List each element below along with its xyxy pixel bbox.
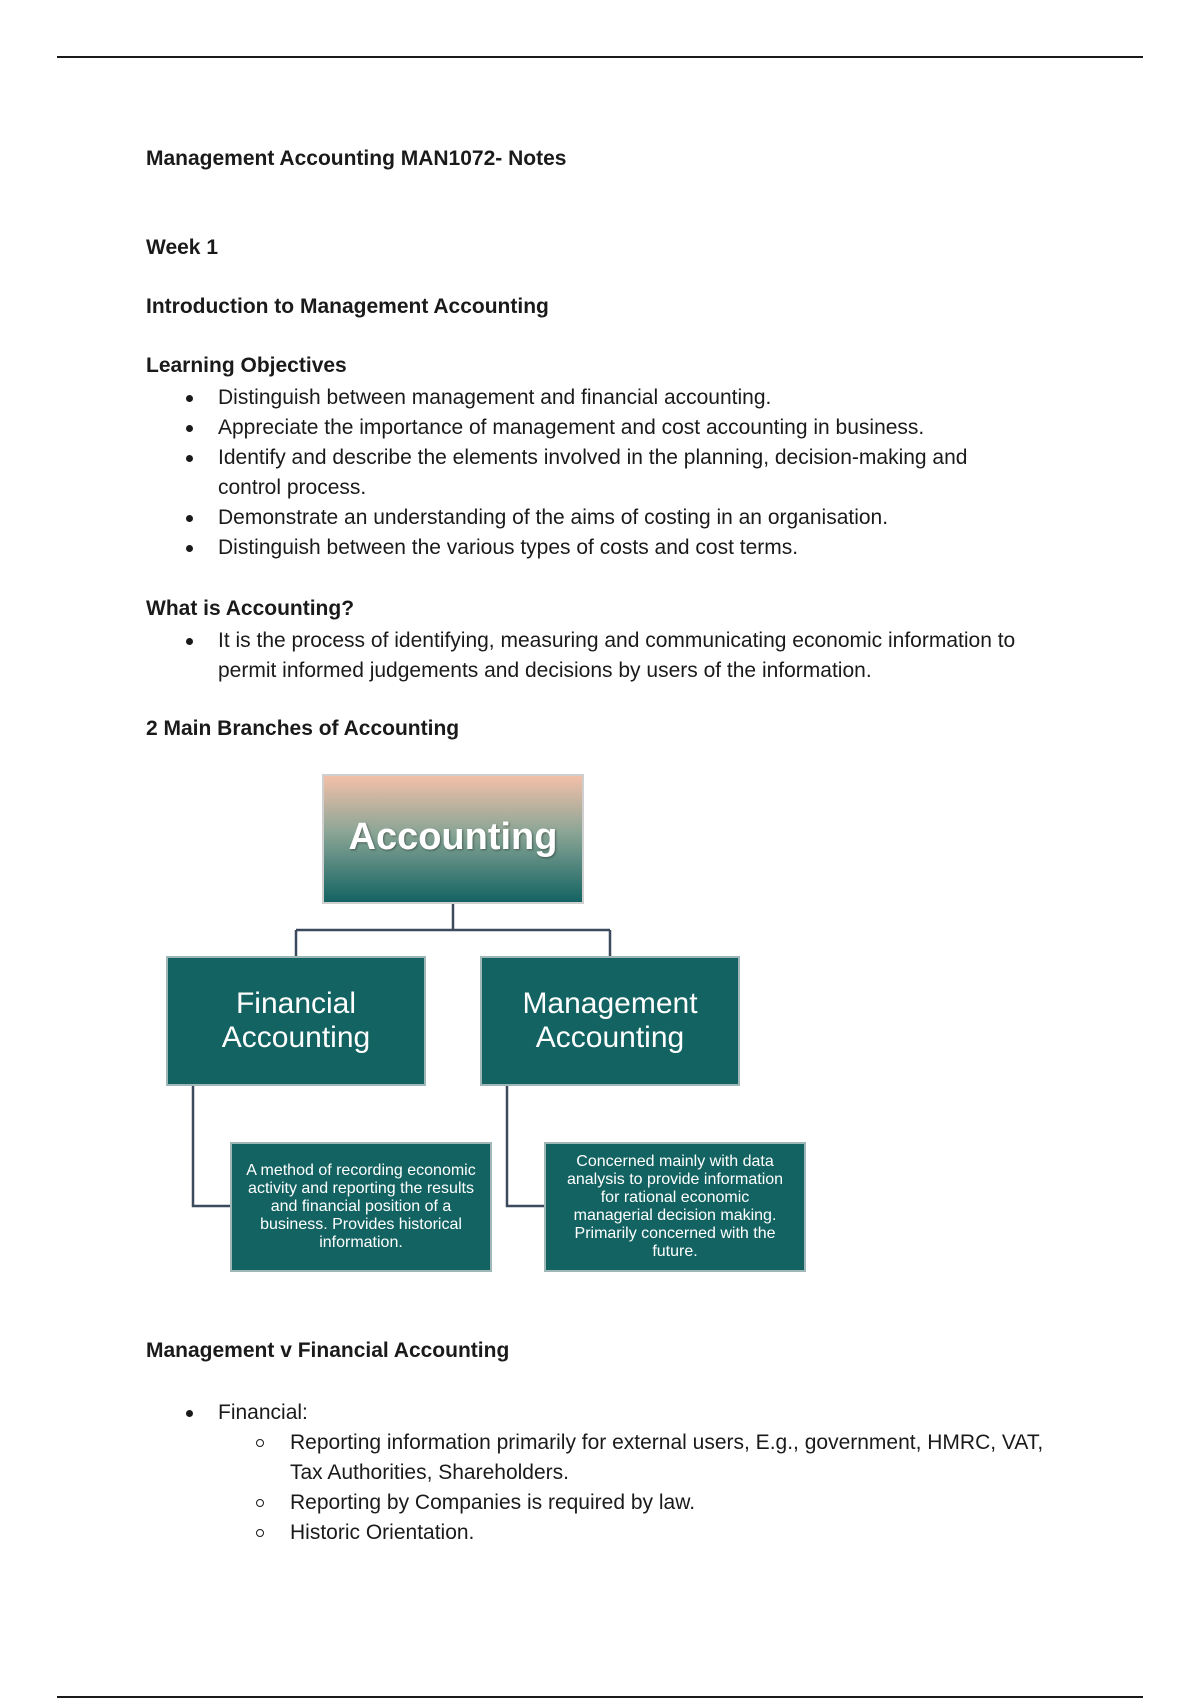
connector-management-desc bbox=[507, 1086, 544, 1206]
financial-sublist bbox=[218, 1428, 1066, 1548]
top-rule bbox=[57, 56, 1143, 58]
management-description: Concerned mainly with data analysis to provide information for rational economic managerial decision making. Primarily concerned with the future. bbox=[566, 1153, 784, 1260]
financial-description-box bbox=[230, 1142, 492, 1272]
list-item: Identify and describe the elements involved in the planning, decision-making and control process. bbox=[146, 443, 998, 503]
financial-accounting-label: Financial Accounting bbox=[221, 987, 371, 1054]
document-title: Management Accounting MAN1072- Notes bbox=[146, 147, 567, 170]
management-description-box bbox=[544, 1142, 806, 1272]
branches-heading: 2 Main Branches of Accounting bbox=[146, 717, 460, 740]
accounting-root-box bbox=[322, 774, 584, 904]
financial-description: A method of recording economic activity and reporting the results and financial position of a business. Provides historical information. bbox=[246, 1162, 476, 1251]
learning-objectives-heading: Learning Objectives bbox=[146, 354, 347, 377]
list-item-financial bbox=[146, 1398, 1066, 1548]
connector-financial-desc bbox=[193, 1086, 230, 1206]
management-accounting-label: Management Accounting bbox=[522, 987, 698, 1054]
sub-list-item: Reporting information primarily for external users, E.g., government, HMRC, VAT, Tax Authorities, Shareholders. bbox=[218, 1428, 1070, 1488]
list-item: It is the process of identifying, measuring and communicating economic information to permit informed judgements and decisions by users of the information. bbox=[146, 626, 1078, 686]
sub-list-item: Reporting by Companies is required by law. bbox=[218, 1488, 1066, 1518]
bottom-rule bbox=[57, 1696, 1143, 1698]
week-heading: Week 1 bbox=[146, 236, 218, 259]
comparison-list bbox=[146, 1398, 1066, 1548]
financial-label: Financial: bbox=[218, 1401, 308, 1424]
accounting-root-label: Accounting bbox=[348, 816, 558, 858]
topic-heading: Introduction to Management Accounting bbox=[146, 295, 549, 318]
management-accounting-box bbox=[480, 956, 740, 1086]
list-item: Appreciate the importance of management and cost accounting in business. bbox=[146, 413, 1066, 443]
learning-objectives-list bbox=[146, 383, 1066, 563]
list-item: Distinguish between the various types of costs and cost terms. bbox=[146, 533, 1066, 563]
what-is-accounting-heading: What is Accounting? bbox=[146, 597, 355, 620]
list-item: Demonstrate an understanding of the aims of costing in an organisation. bbox=[146, 503, 1066, 533]
list-item: Distinguish between management and financial accounting. bbox=[146, 383, 1066, 413]
financial-accounting-box bbox=[166, 956, 426, 1086]
sub-list-item: Historic Orientation. bbox=[218, 1518, 1066, 1548]
what-is-accounting-list bbox=[146, 626, 1066, 686]
comparison-heading: Management v Financial Accounting bbox=[146, 1339, 510, 1362]
